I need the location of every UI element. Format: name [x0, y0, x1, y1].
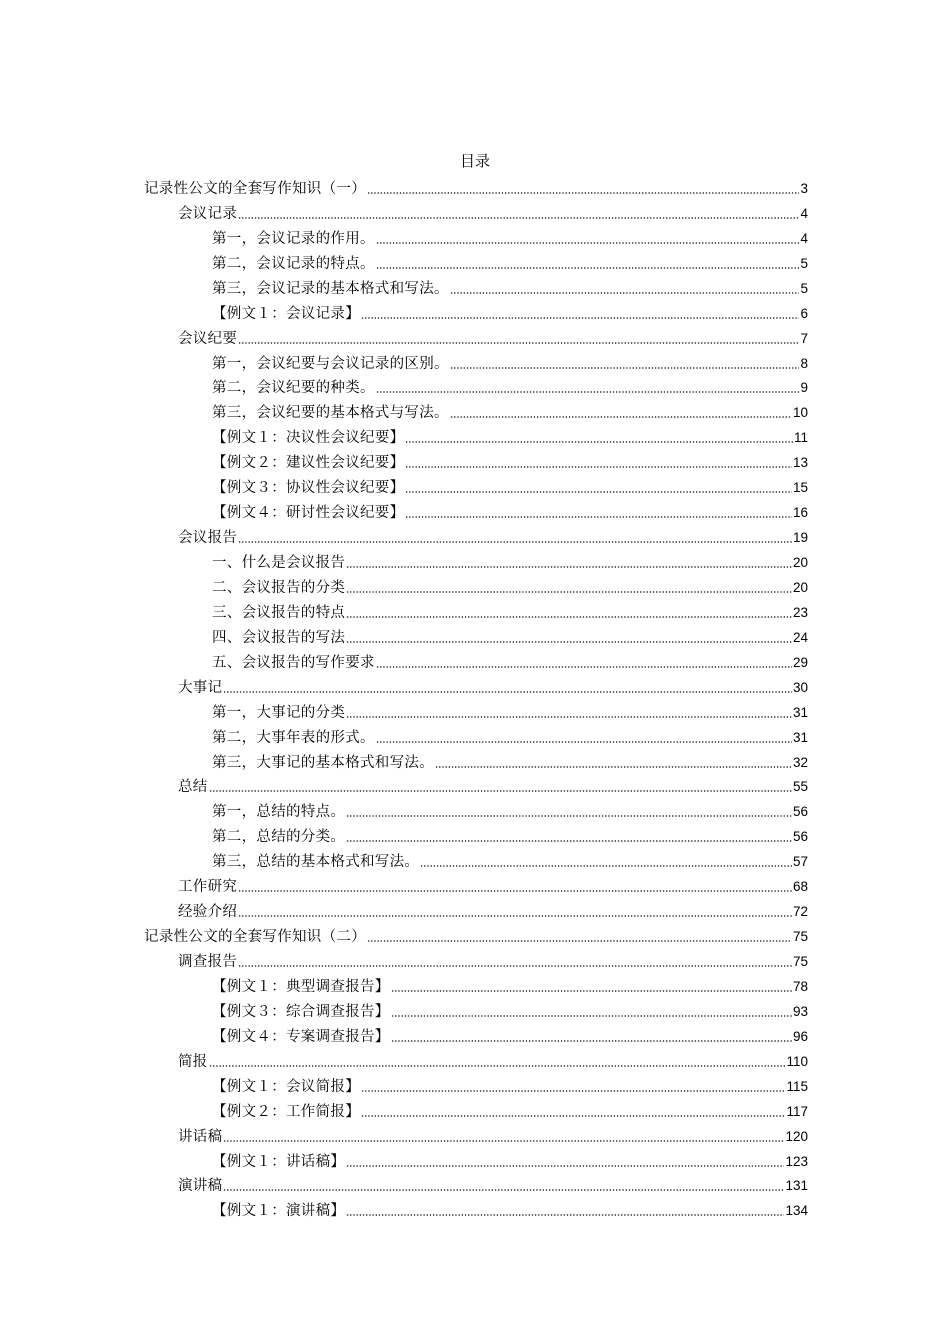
toc-page-number: 7	[800, 330, 808, 346]
toc-entry-title: 【例文３：综合调查报告】	[212, 1003, 390, 1020]
toc-entry[interactable]	[144, 723, 808, 748]
toc-entry[interactable]	[144, 174, 808, 199]
toc-entry-title: 三、会议报告的特点	[212, 604, 346, 621]
toc-dot-leader	[435, 766, 792, 768]
toc-entry-title: 【例文１：讲话稿】	[212, 1153, 346, 1170]
toc-page-number: 9	[800, 380, 808, 396]
toc-entry[interactable]	[144, 1196, 808, 1221]
table-of-contents	[144, 174, 808, 1221]
toc-page-number: 3	[800, 180, 808, 196]
toc-entry-title: 会议纪要	[178, 330, 238, 347]
toc-entry[interactable]	[144, 972, 808, 997]
toc-page-number: 110	[786, 1053, 808, 1069]
toc-entry[interactable]	[144, 199, 808, 224]
toc-page-number: 75	[792, 929, 808, 945]
toc-dot-leader	[405, 466, 792, 468]
toc-entry[interactable]	[144, 1122, 808, 1147]
toc-entry-title: 【例文１：决议性会议纪要】	[212, 430, 405, 447]
toc-entry[interactable]	[144, 598, 808, 623]
toc-page-number: 134	[785, 1203, 808, 1219]
toc-entry-title: 【例文３：协议性会议纪要】	[212, 480, 405, 497]
toc-page-number: 16	[792, 505, 808, 521]
toc-entry-title: 【例文１：会议简报】	[212, 1078, 360, 1095]
toc-dot-leader	[209, 790, 792, 792]
toc-entry-title: 大事记	[178, 679, 223, 696]
toc-entry-title: 第二，总结的分类。	[212, 829, 346, 846]
toc-page-number: 23	[792, 604, 808, 620]
toc-entry-title: 五、会议报告的写作要求	[212, 654, 375, 671]
toc-page-number: 4	[800, 205, 808, 221]
toc-page-number: 120	[785, 1128, 808, 1144]
toc-dot-leader	[238, 217, 799, 219]
toc-page-number: 72	[792, 904, 808, 920]
toc-dot-leader	[391, 990, 792, 992]
toc-entry-title: 简报	[178, 1053, 208, 1070]
toc-dot-leader	[405, 491, 792, 493]
toc-entry[interactable]	[144, 1172, 808, 1197]
toc-page-number: 57	[792, 854, 808, 870]
toc-dot-leader	[346, 815, 792, 817]
toc-dot-leader	[361, 1090, 785, 1092]
toc-dot-leader	[346, 1165, 784, 1167]
toc-dot-leader	[376, 666, 792, 668]
toc-page-number: 96	[792, 1028, 808, 1044]
toc-entry[interactable]	[144, 299, 808, 324]
toc-dot-leader	[450, 416, 792, 418]
toc-dot-leader	[405, 516, 792, 518]
toc-entry[interactable]	[144, 349, 808, 374]
toc-entry[interactable]	[144, 398, 808, 423]
toc-entry-title: 第二，会议记录的特点。	[212, 255, 375, 272]
toc-entry[interactable]	[144, 847, 808, 872]
toc-entry[interactable]	[144, 1147, 808, 1172]
toc-entry-title: 四、会议报告的写法	[212, 629, 346, 646]
toc-dot-leader	[346, 591, 792, 593]
toc-entry-title: 第三，会议记录的基本格式和写法。	[212, 280, 449, 297]
toc-dot-leader	[376, 741, 792, 743]
toc-entry-title: 二、会议报告的分类	[212, 579, 346, 596]
toc-entry[interactable]	[144, 523, 808, 548]
toc-dot-leader	[376, 267, 800, 269]
toc-page-number: 5	[800, 280, 808, 296]
toc-dot-leader	[367, 940, 792, 942]
toc-dot-leader	[238, 965, 792, 967]
toc-page-number: 131	[785, 1178, 808, 1194]
toc-entry[interactable]	[144, 1022, 808, 1047]
toc-entry[interactable]	[144, 797, 808, 822]
toc-entry[interactable]	[144, 249, 808, 274]
toc-page-number: 30	[792, 679, 808, 695]
toc-page-number: 56	[792, 804, 808, 820]
toc-dot-leader	[405, 441, 793, 443]
toc-entry[interactable]	[144, 1072, 808, 1097]
toc-page-number: 5	[800, 255, 808, 271]
toc-page-number: 19	[792, 530, 808, 546]
toc-entry-title: 会议记录	[178, 205, 238, 222]
toc-entry[interactable]	[144, 673, 808, 698]
toc-page-number: 29	[792, 654, 808, 670]
toc-entry-title: 【例文４：研讨性会议纪要】	[212, 505, 405, 522]
toc-entry-title: 【例文１：演讲稿】	[212, 1203, 346, 1220]
toc-page-number: 78	[792, 978, 808, 994]
toc-entry[interactable]	[144, 548, 808, 573]
toc-entry-title: 【例文２：建议性会议纪要】	[212, 455, 405, 472]
toc-entry-title: 记录性公文的全套写作知识（二）	[144, 929, 366, 946]
toc-page-number: 93	[792, 1003, 808, 1019]
toc-entry-title: 第一，大事记的分类	[212, 704, 346, 721]
toc-entry-title: 记录性公文的全套写作知识（一）	[144, 180, 366, 197]
toc-page-number: 56	[792, 829, 808, 845]
toc-page-number: 20	[792, 555, 808, 570]
toc-entry[interactable]	[144, 872, 808, 897]
toc-entry-title: 第二，会议纪要的种类。	[212, 380, 375, 397]
toc-dot-leader	[361, 317, 799, 319]
toc-entry-title: 第一，会议纪要与会议记录的区别。	[212, 355, 449, 372]
toc-page-number: 15	[792, 480, 808, 496]
toc-dot-leader	[420, 865, 792, 867]
toc-entry-title: 第三，总结的基本格式和写法。	[212, 854, 420, 871]
toc-dot-leader	[346, 840, 792, 842]
toc-page-number: 8	[800, 355, 808, 371]
toc-page-number: 24	[792, 629, 808, 645]
toc-entry-title: 第三，会议纪要的基本格式与写法。	[212, 405, 449, 422]
toc-entry[interactable]	[144, 947, 808, 972]
toc-entry[interactable]	[144, 623, 808, 648]
toc-entry-title: 一、什么是会议报告	[212, 555, 346, 571]
toc-entry[interactable]	[144, 498, 808, 523]
toc-page-number: 75	[792, 954, 808, 969]
toc-entry[interactable]	[144, 648, 808, 673]
toc-dot-leader	[238, 342, 799, 344]
toc-dot-leader	[391, 1015, 792, 1017]
toc-dot-leader	[346, 716, 792, 718]
toc-entry-title: 第一，会议记录的作用。	[212, 230, 375, 247]
toc-page-number: 55	[792, 779, 808, 795]
toc-dot-leader	[376, 242, 800, 244]
toc-page-number: 11	[793, 430, 808, 446]
toc-entry[interactable]	[144, 1097, 808, 1122]
toc-dot-leader	[238, 915, 792, 917]
toc-entry-title: 第二，大事年表的形式。	[212, 729, 375, 746]
toc-dot-leader	[391, 1040, 792, 1042]
toc-entry-title: 讲话稿	[178, 1128, 223, 1145]
toc-page-number: 20	[792, 579, 808, 595]
toc-entry-title: 【例文１：典型调查报告】	[212, 978, 390, 995]
toc-page-number: 117	[786, 1103, 808, 1119]
toc-dot-leader	[223, 691, 792, 693]
toc-dot-leader	[238, 890, 792, 892]
toc-page-number: 32	[792, 754, 808, 770]
toc-dot-leader	[450, 367, 800, 369]
toc-entry-title: 工作研究	[178, 879, 238, 896]
toc-dot-leader	[346, 616, 792, 618]
toc-page-number: 13	[792, 455, 808, 471]
toc-entry-title: 【例文１：会议记录】	[212, 305, 360, 322]
toc-page-number: 10	[792, 405, 808, 421]
toc-dot-leader	[376, 391, 800, 393]
toc-entry[interactable]	[144, 997, 808, 1022]
toc-dot-leader	[223, 1140, 784, 1142]
toc-dot-leader	[450, 292, 800, 294]
toc-entry-title: 总结	[178, 779, 208, 796]
toc-dot-leader	[361, 1115, 785, 1117]
toc-page-number: 6	[800, 305, 808, 321]
toc-entry-title: 第三，大事记的基本格式和写法。	[212, 754, 434, 771]
toc-entry-title: 第一，总结的特点。	[212, 804, 346, 821]
toc-dot-leader	[346, 566, 792, 568]
toc-entry-title: 【例文２：工作简报】	[212, 1103, 360, 1120]
toc-dot-leader	[209, 1065, 786, 1067]
toc-entry[interactable]	[144, 224, 808, 249]
toc-entry[interactable]	[144, 473, 808, 498]
toc-dot-leader	[367, 192, 799, 194]
toc-entry[interactable]	[144, 324, 808, 349]
toc-entry[interactable]	[144, 573, 808, 598]
toc-page-number: 115	[786, 1078, 808, 1094]
toc-page-number: 31	[792, 704, 808, 720]
toc-entry[interactable]	[144, 698, 808, 723]
toc-page-number: 4	[800, 230, 808, 246]
toc-entry[interactable]	[144, 748, 808, 773]
toc-page-number: 31	[792, 729, 808, 745]
toc-entry[interactable]	[144, 897, 808, 922]
toc-page-number: 68	[792, 879, 808, 895]
toc-page-number: 123	[785, 1153, 808, 1169]
toc-entry[interactable]	[144, 922, 808, 947]
toc-entry-title: 调查报告	[178, 954, 238, 970]
toc-entry-title: 【例文４：专案调查报告】	[212, 1028, 390, 1045]
toc-entry[interactable]	[144, 423, 808, 448]
toc-entry-title: 演讲稿	[178, 1178, 223, 1195]
toc-dot-leader	[346, 641, 792, 643]
toc-dot-leader	[238, 541, 792, 543]
toc-entry[interactable]	[144, 773, 808, 798]
toc-entry[interactable]	[144, 448, 808, 473]
toc-dot-leader	[223, 1189, 784, 1191]
toc-entry-title: 经验介绍	[178, 904, 238, 921]
toc-dot-leader	[346, 1214, 784, 1216]
toc-entry[interactable]	[144, 822, 808, 847]
toc-entry[interactable]	[144, 374, 808, 399]
toc-entry[interactable]	[144, 274, 808, 299]
toc-title: 目录	[459, 152, 490, 170]
toc-entry[interactable]	[144, 1047, 808, 1072]
toc-entry-title: 会议报告	[178, 530, 238, 547]
